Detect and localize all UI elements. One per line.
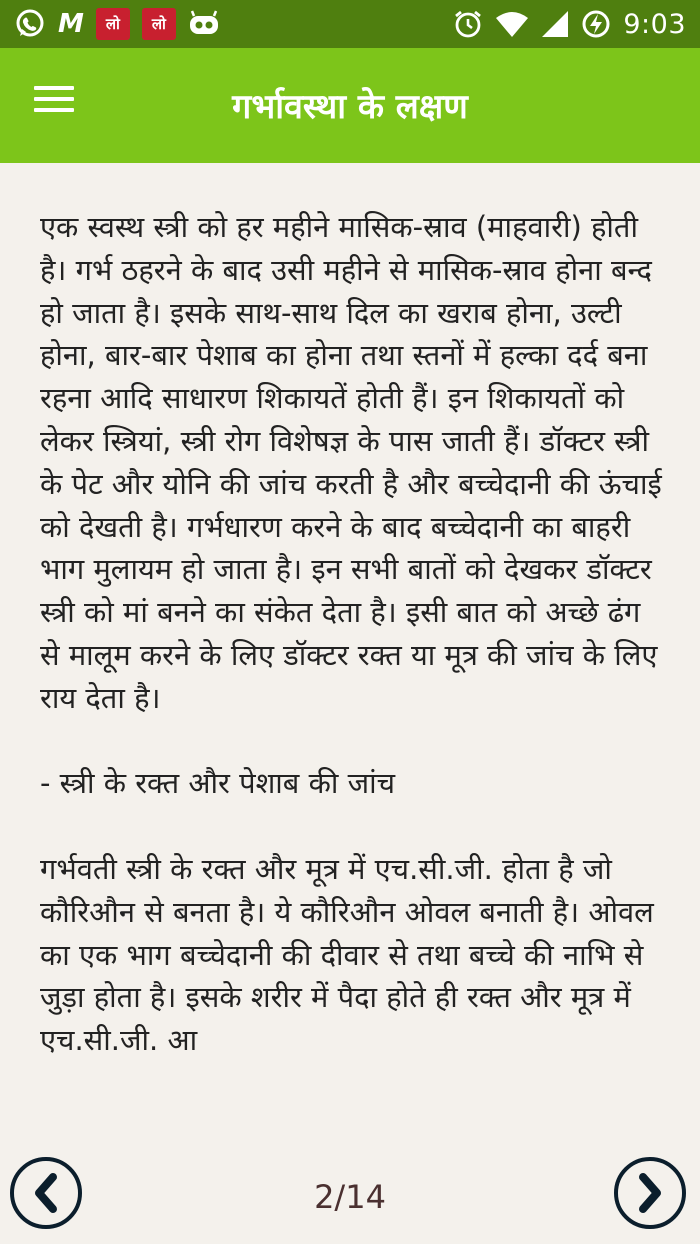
- article-content[interactable]: [40, 206, 671, 1131]
- section-heading: - स्त्री के रक्त और पेशाब की जांच: [40, 766, 396, 801]
- bot-icon: [188, 8, 220, 40]
- page-title: गर्भावस्था के लक्षण: [232, 87, 468, 127]
- page-indicator: 2/14: [314, 1178, 386, 1216]
- app-bar: [0, 48, 700, 163]
- notification-icons: [14, 6, 220, 42]
- alarm-icon: [453, 8, 483, 40]
- paragraph: गर्भवती स्त्री के रक्त और मूत्र में एच.सी.जी. होता है जो कौरिऔन से बनता है। ये कौरिऔन ओवल बनाती है। ओवल का एक भाग बच्चेदानी की दीवार से तथा बच्चे की नाभि से जुड़ा होता है। इसके शरीर में पैदा होते ही रक्त और मूत्र में एच.सी.जी. आ: [40, 851, 664, 1058]
- paragraph: एक स्वस्थ स्त्री को हर महीने मासिक-स्राव (माहवारी) होती है। गर्भ ठहरने के बाद उसी महीने से मासिक-स्राव होना बन्द हो जाता है। इसके साथ-साथ दिल का खराब होना, उल्टी होना, बार-बार पेशाब का होना तथा स्तनों में हल्का दर्द बना रहना आदि साधारण शिकायतें होती हैं। इन शिकायतों को लेकर स्त्रियां, स्त्री रोग विशेषज्ञ के पास जाती हैं। डॉक्टर स्त्री के पेट और योनि की जांच करती है और बच्चेदानी की ऊंचाई को देखती है। गर्भधारण करने के बाद बच्चेदानी का बाहरी भाग मुलायम हो जाता है। इन सभी बातों को देखकर डॉक्टर स्त्री को मां बनने का संकेत देता है। इसी बात को अच्छे ढंग से मालूम करने के लिए डॉक्टर रक्त या मूत्र की जांच के लिए राय देता है।: [40, 210, 671, 715]
- red-app-icon: लो: [142, 8, 176, 40]
- battery-charging-icon: [581, 8, 611, 40]
- red-app-icon: लो: [96, 8, 130, 40]
- system-icons: [453, 6, 686, 42]
- wifi-icon: [495, 8, 529, 40]
- whatsapp-icon: [14, 8, 46, 40]
- next-page-button[interactable]: [614, 1157, 686, 1229]
- chevron-right-icon: [633, 1173, 667, 1213]
- m-app-icon: M: [58, 9, 84, 39]
- signal-icon: [541, 8, 569, 40]
- clock: 9:03: [623, 8, 686, 40]
- status-bar: [0, 0, 700, 48]
